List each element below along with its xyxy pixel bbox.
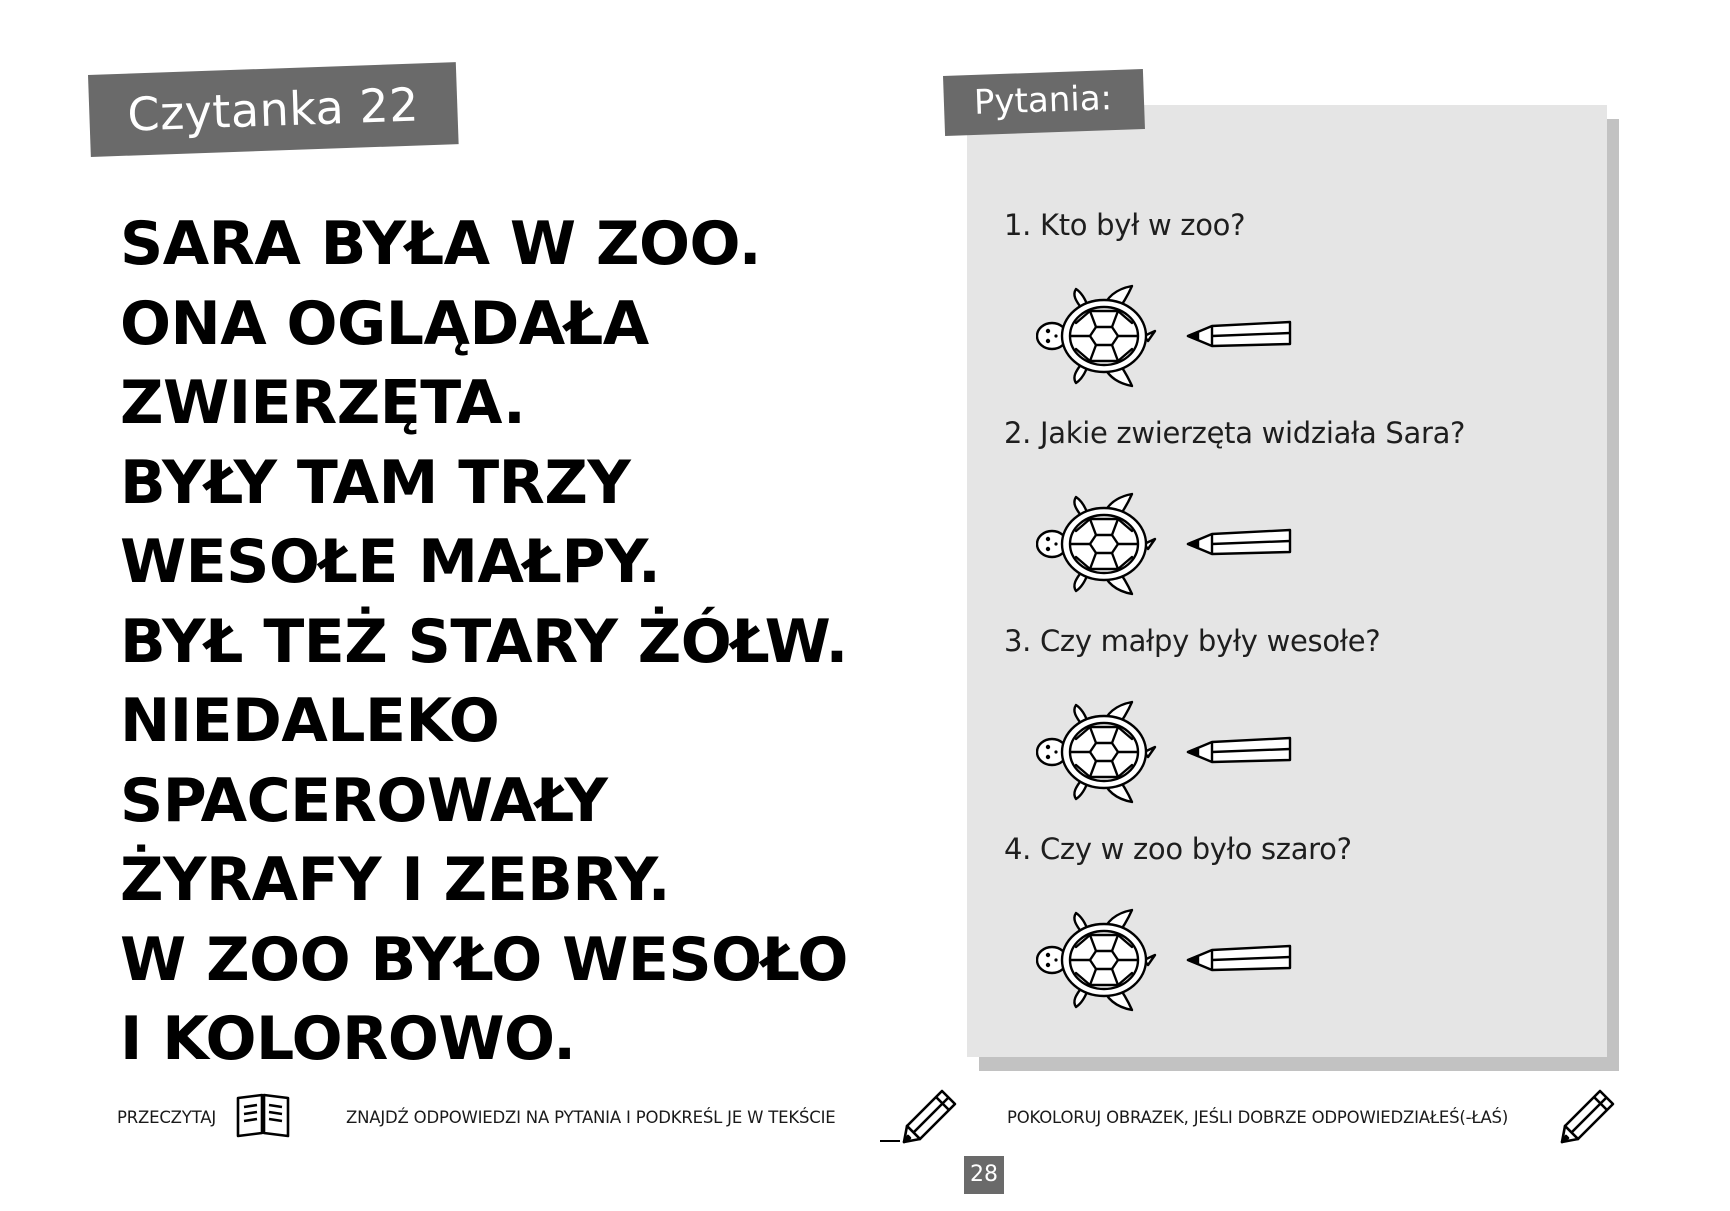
story-text bbox=[120, 205, 848, 1080]
questions-header-tag bbox=[943, 69, 1145, 136]
instruction-read: PRZECZYTAJ bbox=[117, 1108, 216, 1127]
pencil-icon bbox=[1186, 526, 1294, 558]
story-line: ONA OGLĄDAŁA bbox=[120, 288, 649, 359]
title-tag bbox=[88, 62, 459, 157]
story-line: BYŁ TEŻ STARY ŻÓŁW. bbox=[120, 606, 848, 677]
questions-header: Pytania: bbox=[973, 78, 1113, 123]
story-line: SPACEROWAŁY bbox=[120, 765, 608, 836]
turtle-icon[interactable] bbox=[1036, 907, 1158, 1013]
pencil-icon bbox=[1186, 942, 1294, 974]
pencil-icon bbox=[1186, 734, 1294, 766]
turtle-icon[interactable] bbox=[1036, 283, 1158, 389]
story-line: SARA BYŁA W ZOO. bbox=[120, 209, 761, 279]
story-line: W ZOO BYŁO WESOŁO bbox=[120, 924, 848, 995]
story-line: I KOLOROWO. bbox=[120, 1004, 576, 1074]
pencil-icon bbox=[1186, 318, 1294, 350]
story-line: ZWIERZĘTA. bbox=[120, 368, 526, 438]
story-line: WESOŁE MAŁPY. bbox=[120, 527, 661, 597]
page-title: Czytanka 22 bbox=[126, 77, 420, 142]
page-number: 28 bbox=[964, 1156, 1004, 1194]
story-line: ŻYRAFY I ZEBRY. bbox=[120, 845, 671, 915]
underline-mark bbox=[880, 1140, 900, 1142]
story-line: NIEDALEKO bbox=[120, 686, 500, 756]
question-1: 1. Kto był w zoo? bbox=[1004, 208, 1246, 242]
question-2: 2. Jakie zwierzęta widziała Sara? bbox=[1004, 416, 1466, 450]
pencil-icon bbox=[902, 1088, 958, 1144]
turtle-icon[interactable] bbox=[1036, 491, 1158, 597]
open-book-icon bbox=[234, 1092, 292, 1138]
instruction-find: ZNAJDŹ ODPOWIEDZI NA PYTANIA I PODKREŚL JE W TEKŚCIE bbox=[346, 1108, 836, 1127]
question-4: 4. Czy w zoo było szaro? bbox=[1004, 832, 1352, 866]
turtle-icon[interactable] bbox=[1036, 699, 1158, 805]
instruction-colour: POKOLORUJ OBRAZEK, JEŚLI DOBRZE ODPOWIEDZIAŁEŚ(-ŁAŚ) bbox=[1007, 1108, 1509, 1127]
pencil-icon bbox=[1560, 1088, 1616, 1144]
story-line: BYŁY TAM TRZY bbox=[120, 447, 631, 518]
question-3: 3. Czy małpy były wesołe? bbox=[1004, 624, 1381, 658]
